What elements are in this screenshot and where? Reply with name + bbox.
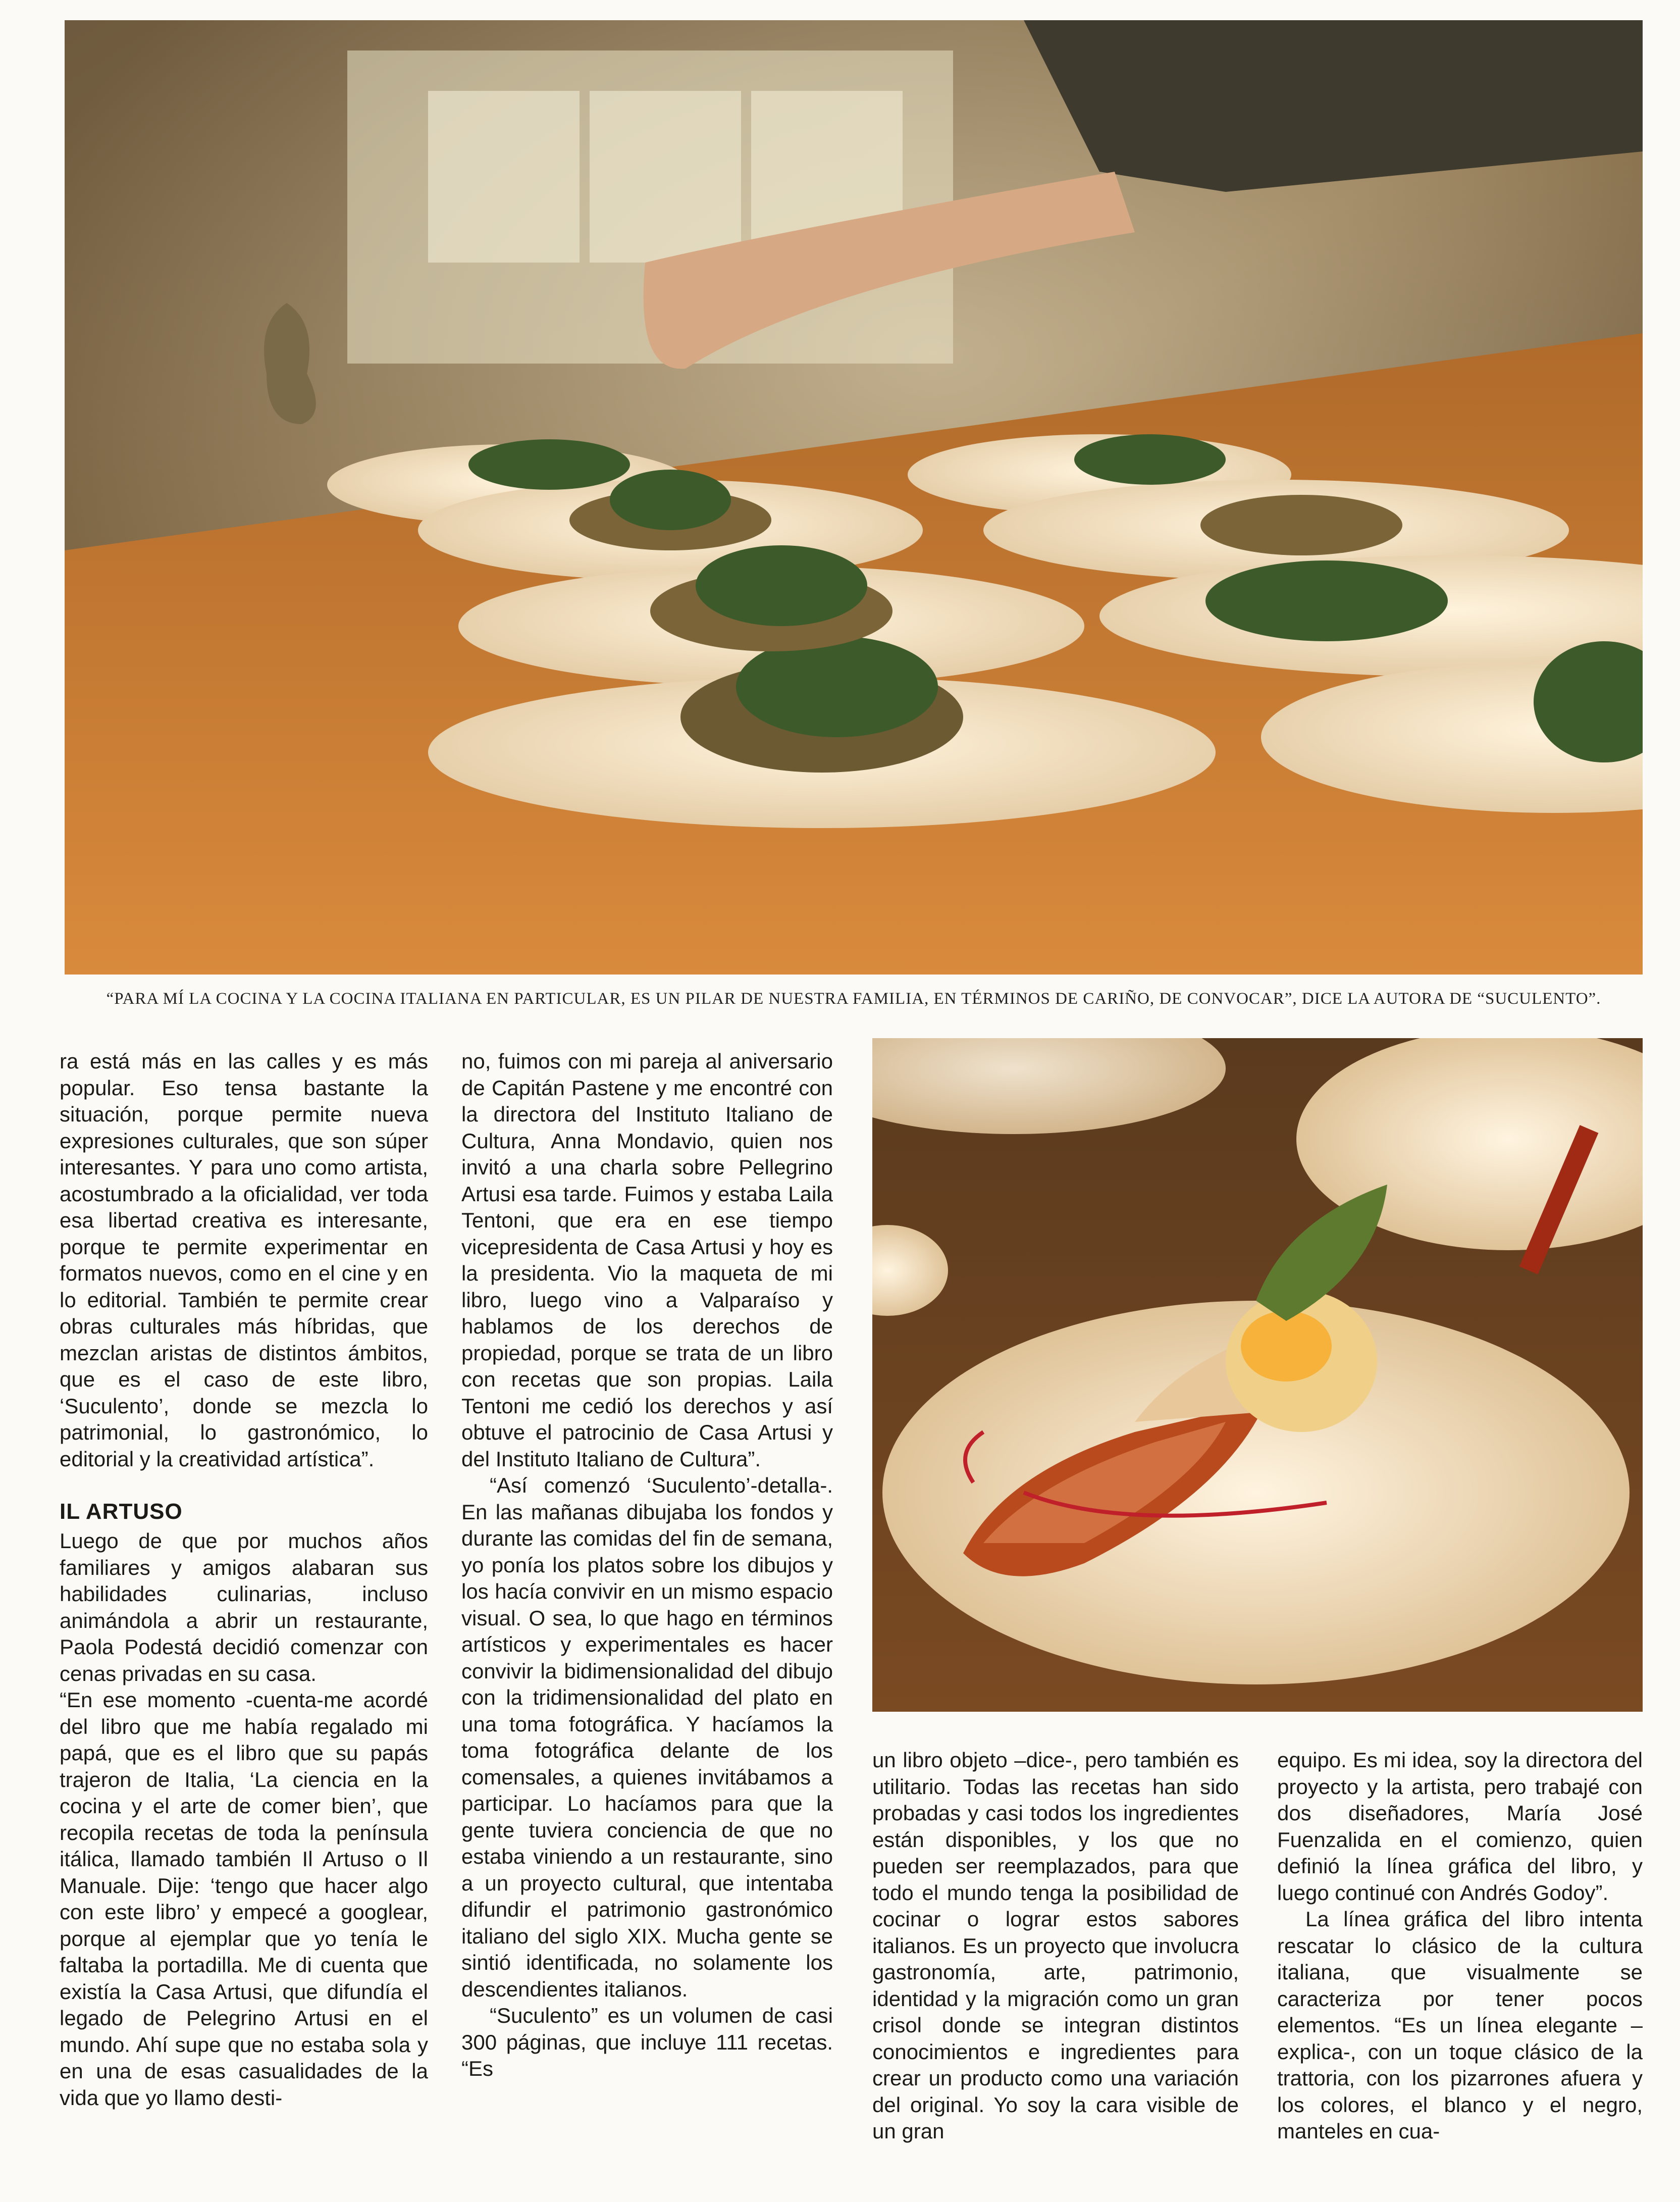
- paragraph: La línea gráfica del libro intenta rescatar lo clásico de la cultura italiana, que visualmente se caracteriza por tener pocos elementos. “Es un línea elegante –explica-, con un toque clásico de la trattoria, con los pizarrones afuera y los colores, el blanco y el negro, manteles en cua-: [1277, 1907, 1643, 2143]
- plated-dishes-photo: [65, 20, 1643, 975]
- text-column-3: [872, 1747, 1239, 2191]
- section-subhead: IL ARTUSO: [60, 1499, 183, 1524]
- paragraph: “En ese momento -cuenta-me acordé del libro que me había regalado mi papá, que es el libro que su papás trajeron de Italia, ‘La ciencia en la cocina y el arte de comer bien’, que recopila recetas de toda la península itálica, llamado también Il Artuso o Il Manuale. Dije: ‘tengo que hacer algo con este libro’ y empecé a googlear, porque al ejemplar que yo tenía le faltaba la portadilla. Me di cuenta que existía la Casa Artusi, que difundía el legado de Pelegrino Artusi en el mundo. Ahí supe que no estaba sola y en una de esas casualidades de la vida que yo llamo desti-: [60, 1688, 428, 2110]
- paragraph: Luego de que por muchos años familiares y amigos alabaran sus habilidades culinarias, incluso animándola a abrir un restaurante, Paola Podestá decidió comenzar con cenas privadas en su casa.: [60, 1529, 428, 1685]
- text-column-4: [1277, 1747, 1643, 2191]
- paragraph: no, fuimos con mi pareja al aniversario de Capitán Pastene y me encontré con la directora del Instituto Italiano de Cultura, Anna Mondavio, quien nos invitó a una charla sobre Pellegrino Artusi esa tarde. Fuimos y estaba Laila Tentoni, que era en ese tiempo vicepresidenta de Casa Artusi y hoy es la presidenta. Vio la maqueta de mi libro, luego vino a Valparaíso y hablamos de los derechos de propiedad, porque se trata de un libro con recetas que son propias. Laila Tentoni me cedió los derechos y así obtuve el patrocinio de Casa Artusi y del Instituto Italiano de Cultura”.: [461, 1049, 833, 1471]
- paragraph: “Así comenzó ‘Suculento’-detalla-. En las mañanas dibujaba los fondos y durante las comidas del fin de semana, yo ponía los platos sobre los dibujos y los hacía convivir en un mismo espacio visual. O sea, lo que hago en términos artísticos y experimentales es hacer convivir la bidimensionalidad del dibujo con la tridimensionalidad del plato en una toma fotográfica. Y hacíamos la toma fotográfica delante de los comensales, a quienes invitábamos a participar. Lo hacíamos para que la gente tuviera conciencia de que no estaba viniendo a un restaurante, sino a un proyecto cultural, que intentaba difundir el patrimonio gastronómico italiano del siglo XIX. Mucha gente se sintió identificada, no solamente los descendientes italianos.: [461, 1473, 833, 2001]
- text-column-1: [60, 1048, 428, 2189]
- text-column-2: [461, 1048, 833, 2189]
- photo-caption: “PARA MÍ LA COCINA Y LA COCINA ITALIANA EN PARTICULAR, ES UN PILAR DE NUESTRA FAMILIA, EN TÉRMINOS DE CARIÑO, DE CONVOCAR”, DICE LA AUTORA DE “SUCULENTO”.: [106, 990, 1601, 1008]
- top-photo: [65, 20, 1643, 975]
- dessert-photo: [872, 1038, 1643, 1712]
- paragraph: ra está más en las calles y es más popular. Eso tensa bastante la situación, porque permite nueva expresiones culturales, que son súper interesantes. Y para uno como artista, acostumbrado a la oficialidad, ver toda esa libertad creativa es interesante, porque te permite experimentar en formatos nuevos, como en el cine y en lo editorial. También te permite crear obras culturales más híbridas, que mezclan aristas de distintos ámbitos, que es el caso de este libro, ‘Suculento’, donde se mezcla lo patrimonial, lo gastronómico, lo editorial y la creatividad artística”.: [60, 1049, 428, 1471]
- paragraph: equipo. Es mi idea, soy la directora del proyecto y la artista, pero trabajé con dos diseñadores, María José Fuenzalida en el comienzo, quien definió la línea gráfica del libro, y luego continué con Andrés Godoy”.: [1277, 1748, 1643, 1905]
- paragraph: “Suculento” es un volumen de casi 300 páginas, que incluye 111 recetas. “Es: [461, 2004, 833, 2080]
- paragraph: un libro objeto –dice-, pero también es utilitario. Todas las recetas han sido probadas y casi todos los ingredientes están disponibles, y los que no pueden ser reemplazados, para que todo el mundo tenga la posibilidad de cocinar o lograr estos sabores italianos. Es un proyecto que involucra gastronomía, arte, patrimonio, identidad y la migración como un gran crisol donde se integran distintos conocimientos e ingredientes para crear un producto como una variación del original. Yo soy la cara visible de un gran: [872, 1748, 1239, 2143]
- dessert-plate-photo: [872, 1038, 1643, 1712]
